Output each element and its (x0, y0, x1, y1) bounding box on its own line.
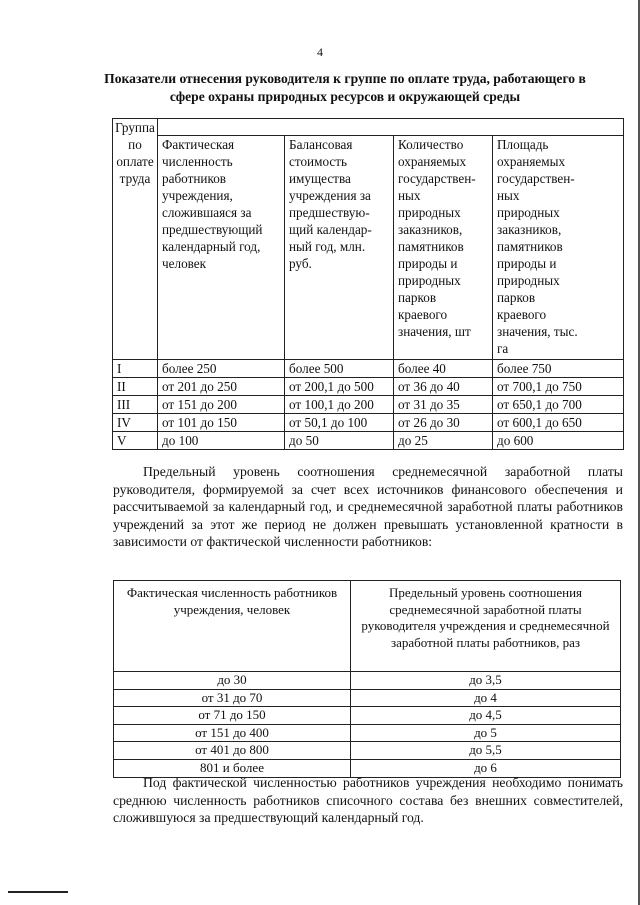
ratio-cell: до 4 (351, 689, 621, 707)
ratio-paragraph-text: Предельный уровень соотношения среднемесячной заработной платы руководителя, формируемой за счет всех источников финансового обеспечения и рассчитываемой за календарный год, и среднемесячной заработной платы работников учреждений за этот же период не должен превышать установленной кратности в зависимости от фактической численности работников: (113, 464, 623, 550)
definition-paragraph (113, 774, 623, 827)
group-cell: V (113, 432, 158, 450)
table-cell: более 500 (285, 360, 394, 378)
table-cell: от 50,1 до 100 (285, 414, 394, 432)
table-row (113, 414, 624, 432)
count-cell: от 71 до 150 (114, 707, 351, 725)
ratio-cell: до 5 (351, 724, 621, 742)
header-employee-count: Фактическая численность работников учреждения, человек (114, 581, 351, 672)
group-cell: IV (113, 414, 158, 432)
table-row (113, 396, 624, 414)
ratio-cell: до 5,5 (351, 742, 621, 760)
column-header-balance-value: Балансовая стоимость имущества учреждения за предшествую- щий календар- ный год, млн. руб. (285, 136, 394, 360)
group-header-line: по (128, 137, 142, 152)
ratio-paragraph (113, 463, 623, 551)
column-header-protected-areas-count: Количество охраняемых государствен- ных природных заказников, памятников природы и природных парков краевого значения, шт (394, 136, 493, 360)
table-cell: от 201 до 250 (158, 378, 285, 396)
table-cell: от 101 до 150 (158, 414, 285, 432)
table-cell: до 600 (493, 432, 624, 450)
empty-header-cell (158, 119, 624, 136)
table-row (113, 378, 624, 396)
scan-artifact-line (8, 891, 68, 893)
count-cell: 801 и более (114, 759, 351, 777)
group-cell: II (113, 378, 158, 396)
table-row (113, 432, 624, 450)
table-cell: от 31 до 35 (394, 396, 493, 414)
table-row (114, 689, 621, 707)
column-header-protected-areas-size: Площадь охраняемых государствен- ных природных заказников, памятников природы и природных парков краевого значения, тыс. га (493, 136, 624, 360)
group-header-line: Группа (115, 120, 155, 135)
table-cell: от 200,1 до 500 (285, 378, 394, 396)
table-cell: более 40 (394, 360, 493, 378)
group-criteria-table (112, 118, 624, 450)
group-cell: III (113, 396, 158, 414)
page-number: 4 (317, 45, 323, 59)
header-salary-ratio: Предельный уровень соотношения среднемесячной заработной платы руководителя учреждения и среднемесячной заработной платы работников, раз (351, 581, 621, 672)
ratio-cell: до 4,5 (351, 707, 621, 725)
ratio-cell: до 3,5 (351, 672, 621, 690)
group-header-line: труда (119, 171, 151, 186)
table-cell: от 100,1 до 200 (285, 396, 394, 414)
group-cell: I (113, 360, 158, 378)
count-cell: до 30 (114, 672, 351, 690)
definition-paragraph-text: Под фактической численностью работников учреждения необходимо понимать среднюю численность работников списочного состава без внешних совместителей, сложившуюся за предшествующий календарный год. (113, 775, 623, 826)
group-column-header (113, 119, 158, 360)
salary-ratio-table (113, 580, 621, 778)
table-cell: до 100 (158, 432, 285, 450)
table-row (114, 672, 621, 690)
table-cell: более 250 (158, 360, 285, 378)
group-header-line: оплате (116, 154, 154, 169)
table-cell: от 650,1 до 700 (493, 396, 624, 414)
table-row (113, 360, 624, 378)
document-title: Показатели отнесения руководителя к группе по оплате труда, работающего в сфере охраны природных ресурсов и окружающей среды (104, 71, 586, 104)
table-cell: до 25 (394, 432, 493, 450)
ratio-cell: до 6 (351, 759, 621, 777)
table-row (114, 707, 621, 725)
table-row (114, 742, 621, 760)
count-cell: от 401 до 800 (114, 742, 351, 760)
table-row (114, 724, 621, 742)
table-cell: от 600,1 до 650 (493, 414, 624, 432)
table-cell: до 50 (285, 432, 394, 450)
count-cell: от 31 до 70 (114, 689, 351, 707)
table-cell: от 26 до 30 (394, 414, 493, 432)
column-header-employee-count: Фактическая численность работников учреждения, сложившаяся за предшествующий календарный год, человек (158, 136, 285, 360)
count-cell: от 151 до 400 (114, 724, 351, 742)
table-cell: от 36 до 40 (394, 378, 493, 396)
table-cell: от 700,1 до 750 (493, 378, 624, 396)
table-cell: более 750 (493, 360, 624, 378)
table-cell: от 151 до 200 (158, 396, 285, 414)
